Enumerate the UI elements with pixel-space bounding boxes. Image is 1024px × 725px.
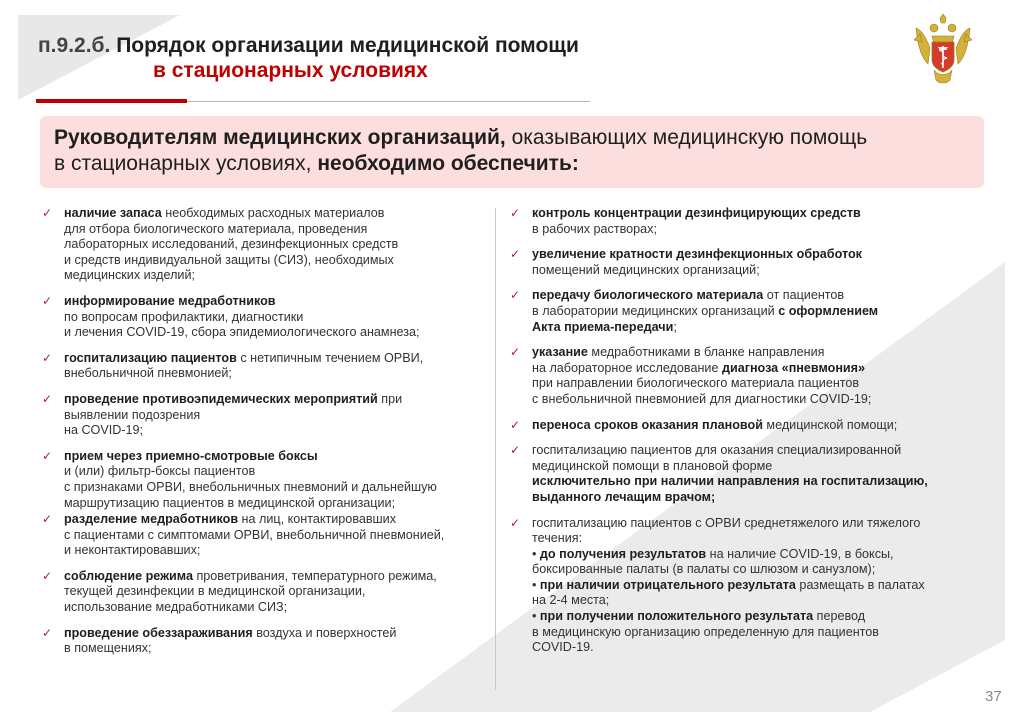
item-text: лабораторных исследований, дезинфекционных средств (64, 237, 399, 252)
item-line (64, 528, 492, 544)
item-text: использование медработниками СИЗ; (64, 600, 288, 615)
item-text: и лечения COVID-19, сбора эпидемиологического анамнеза; (64, 325, 420, 340)
item-text: на лабораторное исследование (532, 360, 722, 375)
item-line (532, 418, 980, 434)
item-text: с нетипичным течением ОРВИ, (236, 350, 424, 365)
item-text: внебольничной пневмонией; (64, 366, 232, 381)
item-line (64, 351, 492, 367)
item-text: необходимых расходных материалов (161, 206, 385, 220)
item-bold-text: проведение противоэпидемических мероприятий (64, 391, 378, 406)
item-line (532, 578, 980, 594)
right-checklist (510, 206, 980, 656)
item-text: ; (673, 319, 677, 334)
item-text: медицинских изделий; (64, 268, 195, 283)
item-text: течения: (532, 531, 583, 546)
slide-title (38, 33, 579, 82)
checklist-item (510, 247, 980, 278)
item-text: в медицинскую организацию определенную для пациентов (532, 624, 879, 639)
item-line (64, 641, 492, 657)
check-icon: ✓ (42, 350, 53, 365)
checklist-item (42, 449, 492, 511)
item-bold-text: переноса сроков оказания плановой (532, 417, 763, 432)
instruction-banner (40, 116, 984, 188)
item-text: для отбора биологического материала, проведения (64, 221, 368, 236)
item-line (64, 366, 492, 382)
item-text: медработниками в бланке направления (587, 345, 825, 360)
banner-text-2: в стационарных условиях, (54, 152, 318, 175)
item-text: на COVID-19; (64, 423, 144, 438)
item-text: перевод (813, 609, 866, 624)
item-line (532, 640, 980, 656)
item-line (532, 288, 980, 304)
check-icon: ✓ (510, 443, 521, 458)
item-text: при (377, 391, 403, 406)
item-line (532, 392, 980, 408)
item-line (532, 474, 980, 490)
item-line (532, 516, 980, 532)
item-text: медицинской помощи в плановой форме (532, 458, 773, 473)
item-line (64, 543, 492, 559)
item-line (64, 222, 492, 238)
checklist-item (42, 626, 492, 657)
item-line (532, 609, 980, 625)
item-line (64, 464, 492, 480)
item-bold-text: информирование медработников (64, 293, 276, 308)
checklist-item (510, 206, 980, 237)
checklist-item (510, 443, 980, 505)
check-icon: ✓ (42, 206, 53, 220)
item-text: по вопросам профилактики, диагностики (64, 309, 304, 324)
banner-bold-heads: Руководителям медицинских организаций, (54, 126, 506, 149)
item-text: госпитализацию пациентов с ОРВИ среднетяжелого или тяжелого (532, 515, 921, 530)
item-line (64, 237, 492, 253)
checklist-item (42, 512, 492, 559)
item-bold-text: указание (532, 345, 588, 360)
item-line (532, 376, 980, 392)
item-text: текущей дезинфекции в медицинской организации, (64, 584, 366, 599)
check-icon: ✓ (42, 448, 53, 463)
item-line (532, 361, 980, 377)
item-text: • (532, 609, 540, 624)
item-bold-text: передачу биологического материала (532, 288, 764, 303)
check-icon: ✓ (510, 345, 521, 360)
banner-line-2 (54, 151, 984, 177)
check-icon: ✓ (510, 417, 521, 432)
check-icon: ✓ (42, 568, 53, 583)
item-line (64, 423, 492, 439)
section-number: п.9.2.б. (38, 34, 111, 57)
item-line (64, 600, 492, 616)
item-line (64, 253, 492, 269)
item-text: проветривания, температурного режима, (192, 568, 437, 583)
item-text: и (или) фильтр-боксы пациентов (64, 464, 256, 479)
item-text: госпитализацию пациентов для оказания специализированной (532, 443, 902, 458)
item-line (532, 206, 980, 222)
checklist-item (42, 351, 492, 382)
item-bold-text: увеличение кратности дезинфекционных обработок (532, 247, 862, 262)
checklist-item (510, 288, 980, 335)
item-bold-text: диагноза «пневмония» (721, 360, 866, 375)
item-bold-text: соблюдение режима (64, 568, 193, 583)
item-text: маршрутизацию пациентов в медицинской организации; (64, 495, 396, 510)
item-bold-text: контроль концентрации дезинфицирующих средств (532, 206, 861, 220)
item-text: • (532, 577, 540, 592)
banner-line-1 (54, 125, 984, 151)
item-text: помещений медицинских организаций; (532, 262, 760, 277)
item-line (64, 569, 492, 585)
checklist-item (42, 569, 492, 616)
item-line (532, 222, 980, 238)
item-line (532, 443, 980, 459)
item-line (532, 531, 980, 547)
item-line (64, 584, 492, 600)
checklist-item (42, 294, 492, 341)
item-bold-text: наличие запаса (64, 206, 162, 220)
check-icon: ✓ (42, 625, 53, 640)
item-line (64, 392, 492, 408)
item-text: и неконтактировавших; (64, 543, 201, 558)
column-divider (495, 208, 496, 690)
item-text: в рабочих растворах; (532, 221, 657, 236)
item-text: • (532, 546, 540, 561)
item-text: на 2-4 места; (532, 593, 610, 608)
check-icon: ✓ (42, 293, 53, 308)
item-text: на наличие COVID-19, в боксы, (706, 546, 894, 561)
title-line-1: Порядок организации медицинской помощи (116, 34, 579, 57)
item-bold-text: с оформлением (778, 303, 879, 318)
item-bold-text: Акта приема-передачи (532, 319, 674, 334)
item-bold-text: выданного лечащим врачом; (532, 489, 716, 504)
item-line (64, 408, 492, 424)
item-line (64, 268, 492, 284)
item-bold-text: разделение медработников (64, 512, 239, 527)
item-line (532, 593, 980, 609)
item-text: боксированные палаты (в палаты со шлюзом и санузлом); (532, 562, 876, 577)
item-line (64, 496, 492, 512)
item-line (64, 512, 492, 528)
item-line (532, 320, 980, 336)
item-bold-text: госпитализацию пациентов (64, 350, 237, 365)
page-number: 37 (985, 688, 1002, 705)
item-text: в лаборатории медицинских организаций (532, 303, 779, 318)
item-text: в помещениях; (64, 641, 152, 656)
item-bold-text: исключительно при наличии направления на госпитализацию, (532, 474, 928, 489)
item-line (532, 562, 980, 578)
title-underline-red (36, 99, 187, 103)
checklist-item (42, 392, 492, 439)
item-line (532, 547, 980, 563)
item-bold-text: до получения результатов (539, 546, 707, 561)
item-text: с признаками ОРВИ, внебольничных пневмоний и дальнейшую (64, 479, 437, 494)
left-checklist (42, 206, 492, 657)
item-line (64, 206, 492, 222)
item-line (532, 625, 980, 641)
item-line (64, 626, 492, 642)
check-icon: ✓ (510, 206, 521, 220)
check-icon: ✓ (510, 515, 521, 530)
item-text: и средств индивидуальной защиты (СИЗ), необходимых (64, 252, 394, 267)
check-icon: ✓ (42, 512, 53, 527)
check-icon: ✓ (510, 247, 521, 262)
item-text: воздуха и поверхностей (252, 625, 397, 640)
item-text: COVID-19. (532, 640, 594, 655)
item-bold-text: проведение обеззараживания (64, 625, 253, 640)
item-line (64, 310, 492, 326)
item-text: выявлении подозрения (64, 407, 201, 422)
banner-bold-must: необходимо обеспечить: (317, 152, 579, 175)
item-line (532, 345, 980, 361)
item-bold-text: при наличии отрицательного результата (539, 577, 796, 592)
checklist-item (510, 418, 980, 434)
item-text: от пациентов (763, 288, 845, 303)
checklist-item (510, 516, 980, 656)
item-line (64, 325, 492, 341)
item-line (532, 304, 980, 320)
ministry-emblem-icon (912, 14, 974, 88)
item-line (64, 449, 492, 465)
item-line (532, 263, 980, 279)
item-line (532, 247, 980, 263)
item-line (64, 294, 492, 310)
item-bold-text: при получении положительного результата (539, 609, 814, 624)
check-icon: ✓ (510, 288, 521, 303)
item-text: на лиц, контактировавших (238, 512, 396, 527)
banner-text-1: оказывающих медицинскую помощь (505, 126, 868, 149)
check-icon: ✓ (42, 391, 53, 406)
item-text: размещать в палатах (795, 577, 925, 592)
checklist-item (510, 345, 980, 407)
item-bold-text: прием через приемно-смотровые боксы (64, 448, 318, 463)
title-line-2: в стационарных условиях (153, 59, 428, 82)
item-text: при направлении биологического материала пациентов (532, 376, 860, 391)
item-line (532, 490, 980, 506)
item-text: с внебольничной пневмонией для диагностики COVID-19; (532, 391, 872, 406)
item-line (64, 480, 492, 496)
item-text: с пациентами с симптомами ОРВИ, внебольничной пневмонией, (64, 527, 445, 542)
item-line (532, 459, 980, 475)
item-text: медицинской помощи; (762, 417, 898, 432)
checklist-item (42, 206, 492, 284)
